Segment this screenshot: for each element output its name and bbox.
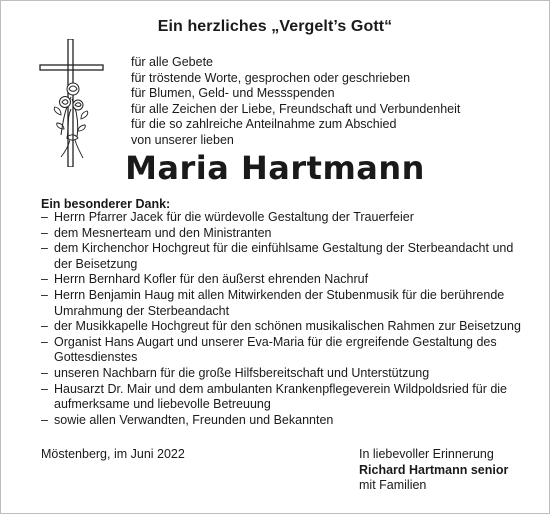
signature-family: mit Familien: [359, 478, 427, 493]
special-thanks-item: – dem Kirchenchor Hochgreut für die einfühlsame Gestaltung der Sterbeandacht und der Beisetzung: [41, 241, 521, 272]
headline: Ein herzliches „Vergelt’s Gott“: [157, 18, 393, 35]
special-thanks-item: – dem Mesnerteam und den Ministranten: [41, 226, 521, 242]
special-thanks-item: – sowie allen Verwandten, Freunden und Bekannten: [41, 413, 521, 429]
thanks-line: für die so zahlreiche Anteilnahme zum Abschied: [131, 117, 397, 132]
special-thanks-item: – der Musikkapelle Hochgreut für den schönen musikalischen Rahmen zur Beisetzung: [41, 319, 521, 335]
thanks-list: [131, 55, 460, 149]
deceased-name: Maria Hartmann: [125, 149, 425, 187]
special-thanks-item: – Hausarzt Dr. Mair und dem ambulanten Krankenpflegeverein Wildpoldsried für die aufmerksame und liebevolle Betreuung: [41, 382, 521, 413]
signature-signer: Richard Hartmann senior: [359, 462, 509, 477]
thanks-line: für Blumen, Geld- und Messspenden: [131, 86, 335, 101]
thanks-line: für alle Zeichen der Liebe, Freundschaft und Verbundenheit: [131, 101, 461, 116]
cross-with-roses-icon: [37, 39, 107, 167]
place-date: Möstenberg, im Juni 2022: [41, 447, 185, 461]
special-thanks-item: – Herrn Benjamin Haug mit allen Mitwirkenden der Stubenmusik für die berührende Umrahmung der Sterbeandacht: [41, 288, 521, 319]
thanks-line: für alle Gebete: [131, 55, 213, 69]
special-thanks-title: Ein besonderer Dank:: [41, 197, 171, 211]
special-thanks-list: [41, 210, 521, 428]
special-thanks-item: – Organist Hans Augart und unserer Eva-Maria für die ergreifende Gestaltung des Gottesdienstes: [41, 335, 521, 366]
thanks-line: für tröstende Worte, gesprochen oder geschrieben: [131, 70, 411, 85]
special-thanks-item: – Herrn Bernhard Kofler für den äußerst ehrenden Nachruf: [41, 272, 521, 288]
signature-block: [359, 447, 508, 494]
signature-intro: In liebevoller Erinnerung: [359, 447, 494, 461]
special-thanks-item: – Herrn Pfarrer Jacek für die würdevolle Gestaltung der Trauerfeier: [41, 210, 521, 226]
thanks-line: von unserer lieben: [131, 132, 234, 147]
special-thanks-item: – unseren Nachbarn für die große Hilfsbereitschaft und Unterstützung: [41, 366, 521, 382]
